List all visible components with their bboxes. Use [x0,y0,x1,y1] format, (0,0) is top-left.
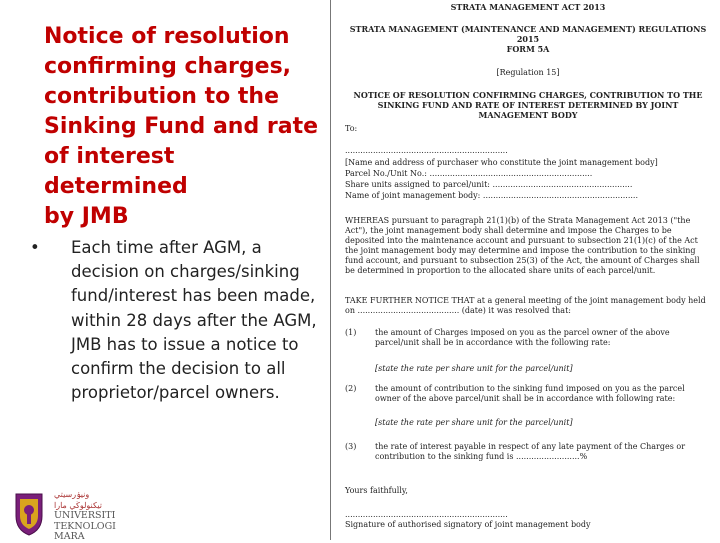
form-number: FORM 5A [506,44,550,54]
to-label: To: [345,124,358,133]
bullet-text: Each time after AGM, a decision on charges/sinking fund/interest has been made, within 28 days after the AGM, JMB has to issue a notice to confirm the decision to all proprietor/parcel owners. [71,238,317,403]
item-1-text: the amount of Charges imposed on you as the parcel owner of the above parcel/unit shall be in accordance with the following rate: [375,328,670,347]
bullet-marker: • [30,238,40,257]
university-logo [14,490,124,542]
logo-line-3: MARA [54,531,85,542]
slide-title: Notice of resolution confirming charges, contribution to the Sinking Fund and rate of interest determined by JMB [44,24,319,229]
logo-line-2: TEKNOLOGI [54,520,116,532]
list-item [30,236,330,405]
parcel-no-field: Parcel No./Unit No.: ................................................................ [345,169,593,178]
item-1-rate: [state the rate per share unit for the parcel/unit] [375,364,573,373]
jmb-name-field: Name of joint management body: ............................................................. [345,191,639,200]
item-2-text: the amount of contribution to the sinking fund imposed on you as the parcel owner of the above parcel/unit shall be in accordance with following rate: [375,384,685,403]
signature-dots: ................................................................ [345,510,508,519]
logo-wordmark [54,490,124,543]
regulations-title: STRATA MANAGEMENT (MAINTENANCE AND MANAGEMENT) REGULATIONS 2015 [349,24,707,44]
regulation-ref: [Regulation 15] [496,68,560,77]
name-line-dots: ................................................................ [345,146,508,155]
whereas-paragraph: WHEREAS pursuant to paragraph 21(1)(b) of the Strata Management Act 2013 ("the Act"), the joint management body shall determine and impose the Charges to be deposited into the maintenance account and pursuant to subsection 21(1)(c) of the Act the joint management body may determine and impose the contribution to the sinking fund account, and pursuant to subsection 25(3) of the Act, the amount of Charges shall be determined in proportion to the allocated share units of each parcel/unit. [345,216,700,275]
form-heading: NOTICE OF RESOLUTION CONFIRMING CHARGES, CONTRIBUTION TO THE SINKING FUND AND RATE OF INTEREST DETERMINED BY JOINT MANAGEMENT BODY [353,90,703,120]
item-3-text: the rate of interest payable in respect of any late payment of the Charges or contribution to the sinking fund is .........................% [375,442,686,461]
logo-line-1: UNIVERSITI [54,510,116,521]
item-2-rate: [state the rate per share unit for the parcel/unit] [375,418,573,427]
share-units-field: Share units assigned to parcel/unit: ....................................................... [345,180,633,189]
signature-label: Signature of authorised signatory of joint management body [345,520,591,529]
item-1-number: (1) [345,328,357,337]
name-address-label: [Name and address of purchaser who constitute the joint management body] [345,158,658,167]
crest-icon [14,490,44,536]
item-3-number: (3) [345,442,357,451]
take-notice-paragraph: TAKE FURTHER NOTICE THAT at a general meeting of the joint management body held on ........................................ (date) it was resolved that: [345,296,706,315]
form-document [330,0,715,540]
yours-faithfully: Yours faithfully, [345,486,408,495]
bullet-list [30,236,330,405]
logo-jawi: ونيۏرسيتي تيكنولوڬي مارا [54,490,103,510]
act-title: STRATA MANAGEMENT ACT 2013 [450,2,606,12]
item-2-number: (2) [345,384,357,393]
